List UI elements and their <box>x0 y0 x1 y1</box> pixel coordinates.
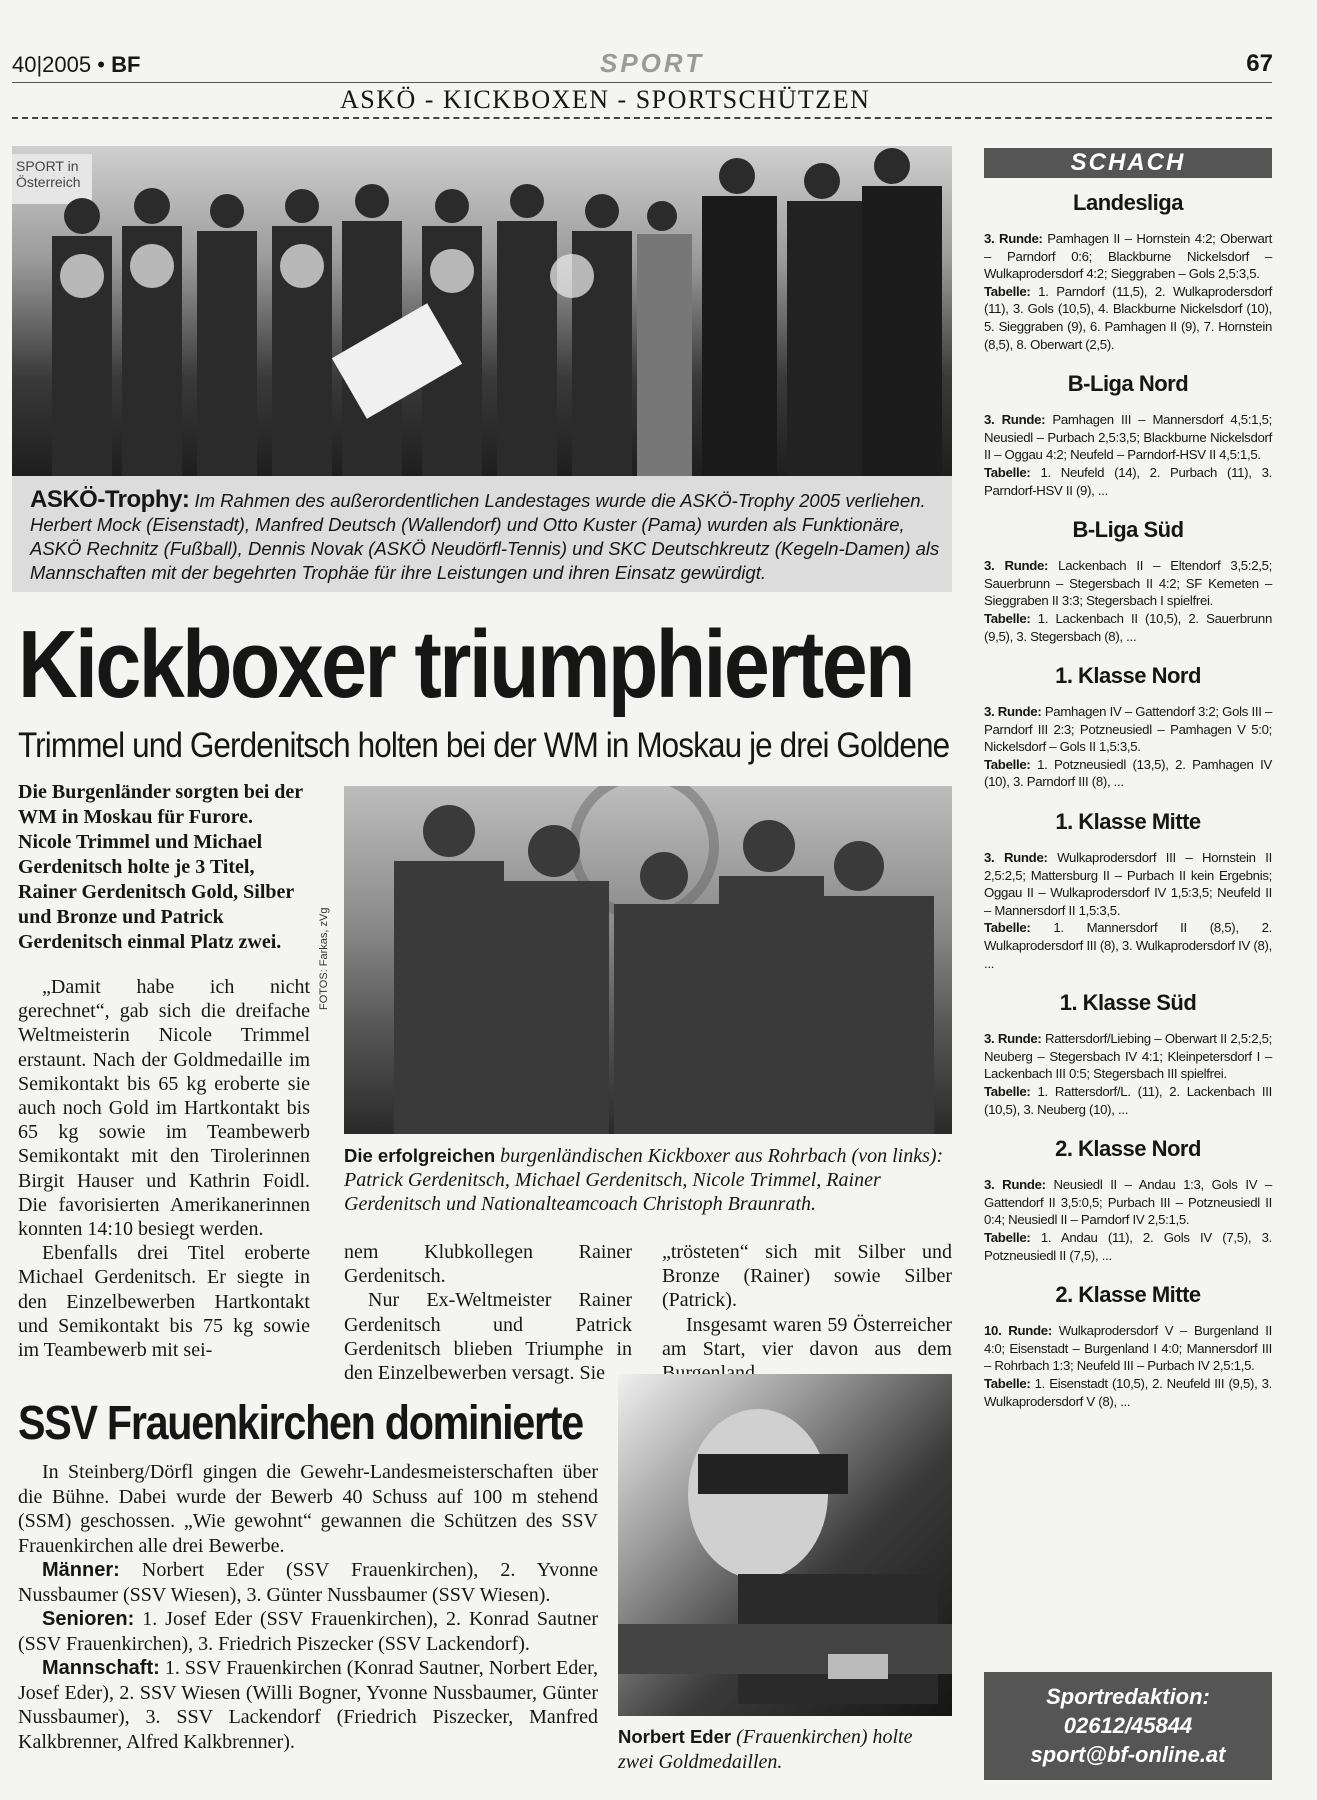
round-label: 3. Runde: <box>984 1031 1042 1047</box>
shooter-silhouette <box>618 1374 952 1716</box>
table-text: 1. Neufeld (14), 2. Purbach (11), 3. Parndorf-HSV II (9), ... <box>984 464 1272 498</box>
league-block <box>984 663 1272 791</box>
round-label: 3. Runde: <box>984 231 1043 246</box>
league-block <box>984 371 1272 499</box>
round-label: 10. Runde: <box>984 1323 1052 1339</box>
table-text: 1. Mannersdorf II (8,5), 2. Wulkaprodersdorf III (8), 3. Wulkaprodersdorf IV (8), ... <box>984 920 1272 971</box>
paragraph: In Steinberg/Dörfl gingen die Gewehr-Landesmeisterschaften über die Bühne. Dabei wurde der Bewerb 40 Schuss auf 100 m stehend (SSM) geschossen. „Wie gewohnt“ gewannen die Schützen des SSV Frauenkirchen alle drei Bewerbe. <box>18 1461 598 1557</box>
round-text: Wulkaprodersdorf V – Burgenland II 4:0; Eisenstadt – Burgenland I 4:0; Mannersdorf III – Rohrbach 1:3; Neufeld III – Purbach IV 2,5:1,5. <box>984 1323 1272 1374</box>
table-label: Tabelle: <box>984 920 1031 936</box>
league-name: Landesliga <box>1073 190 1183 215</box>
kickboxer-team-photo <box>344 786 952 1134</box>
photo-credit: FOTOS: Farkas, zVg <box>318 907 330 1010</box>
round-label: 3. Runde: <box>984 704 1042 720</box>
league-table <box>984 756 1272 791</box>
table-label: Tabelle: <box>984 283 1031 299</box>
section-label: SPORT <box>600 48 705 78</box>
round-text: Pamhagen II – Hornstein 4:2; Oberwart – Parndorf 0:6; Blackburne Nickelsdorf – Wulkaprodersdorf 4:2; Sieggraben – Gols 2,5:3,5. <box>984 231 1272 282</box>
table-text: 1. Potzneusiedl (13,5), 2. Pamhagen IV (10), 3. Parndorf III (8), ... <box>984 756 1272 790</box>
kickboxer-intro: Die Burgenländer sorgten bei der WM in Moskau für Furore. Nicole Trimmel und Michael Gerdenitsch holte je 3 Titel, Rainer Gerdenitsch Gold, Silber und Bronze und Patrick Gerdenitsch einmal Platz zwei. <box>18 781 303 953</box>
team-silhouettes <box>344 786 952 1134</box>
issue-info <box>12 52 140 78</box>
league-block <box>984 809 1272 972</box>
kickboxer-column-3 <box>662 1240 952 1385</box>
league-name: 2. Klasse Nord <box>1055 1136 1201 1162</box>
caption-lead: Die erfolgreichen <box>344 1145 496 1166</box>
table-text: 1. Rattersdorf/L. (11), 2. Lackenbach III (10,5), 3. Neuberg (10), ... <box>984 1084 1272 1117</box>
table-text: 1. Lackenbach II (10,5), 2. Sauerbrunn (9,5), 3. Stegersbach (8), ... <box>984 610 1272 644</box>
league-name: 2. Klasse Mitte <box>1055 1282 1201 1308</box>
league-results <box>984 557 1272 610</box>
header-rule <box>12 82 1272 83</box>
trophy-group-photo <box>12 146 952 476</box>
league-name: 1. Klasse Nord <box>1055 663 1201 689</box>
league-name: 1. Klasse Süd <box>1059 990 1197 1016</box>
caption-text: Im Rahmen des außerordentlichen Landestages wurde die ASKÖ-Trophy 2005 verliehen. Herbert Mock (Eisenstadt), Manfred Deutsch (Wallendorf) und Otto Kuster (Pama) wurden als Funktionäre, ASKÖ Rechnitz (Fußball), Dennis Novak (ASKÖ Neudörfl-Tennis) und SKC Deutschkreutz (Kegeln-Damen) als Mannschaften mit der begehrten Trophäe für ihre Leistungen und ihren Einsatz gewürdigt. <box>30 490 940 583</box>
kickboxer-headline: Kickboxer triumphierten <box>18 611 913 718</box>
round-text: Neusiedl II – Andau 1:3, Gols IV – Gattendorf II 3,5:0,5; Purbach III – Potzneusiedl II 0:4; Neusiedl II – Parndorf IV 2,5:1,5. <box>984 1177 1272 1228</box>
caption-text: burgenländischen Kickboxer aus Rohrbach (von links): Patrick Gerdenitsch, Michael Gerdenitsch, Nicole Trimmel, Rainer Gerdenitsch und Nationalteamcoach Christoph Braunrath. <box>344 1145 944 1215</box>
round-label: 3. Runde: <box>984 412 1046 428</box>
league-block <box>984 990 1272 1118</box>
ssv-article-body <box>18 1460 598 1754</box>
league-table <box>984 283 1272 353</box>
issue-bullet: • <box>97 52 105 77</box>
table-label: Tabelle: <box>984 1229 1031 1245</box>
league-name: B-Liga Süd <box>1072 517 1184 543</box>
sport-logo: SPORT in Österreich <box>12 154 92 204</box>
paragraph: Ebenfalls drei Titel eroberte Michael Gerdenitsch. Er siegte in den Einzelbewerben Hartkontakt und Semikontakt bis 75 kg sowie im Teambewerb mit sei- <box>18 1242 310 1362</box>
men-results <box>18 1558 598 1607</box>
league-table <box>984 919 1272 972</box>
kickboxer-photo-caption <box>344 1144 954 1216</box>
group-silhouettes <box>12 146 952 476</box>
league-results <box>984 230 1272 283</box>
league-results <box>984 1176 1272 1229</box>
paragraph: „trösteten“ sich mit Silber und Bronze (Rainer) sowie Silber (Patrick). <box>662 1241 952 1312</box>
paragraph: Insgesamt waren 59 Österreicher am Start, vier davon aus dem <box>662 1313 952 1360</box>
round-label: 3. Runde: <box>984 558 1049 574</box>
league-table <box>984 1229 1272 1264</box>
issue-number: 40|2005 <box>12 52 92 77</box>
table-label: Tabelle: <box>984 1375 1031 1391</box>
league-block <box>984 1136 1272 1264</box>
round-text: Lackenbach II – Eltendorf 3,5:2,5; Sauerbrunn – Stegersbach II 4:2; SF Kemeten – Sieggraben II 3:3; Stegersbach I spielfrei. <box>984 558 1272 609</box>
ssv-headline: SSV Frauenkirchen dominierte <box>18 1397 583 1450</box>
senior-text: 1. Josef Eder (SSV Frauenkirchen), 2. Konrad Sautner (SSV Frauenkirchen), 3. Friedrich Piszecker (SSV Lackendorf). <box>18 1608 599 1655</box>
league-results <box>984 411 1272 464</box>
round-text: Pamhagen III – Mannersdorf 4,5:1,5; Neusiedl – Purbach 2,5:3,5; Blackburne Nickelsdorf II – Oggau 4:2; Neufeld – Parndorf-HSV II 4,5:1,5. <box>984 412 1272 463</box>
table-label: Tabelle: <box>984 1084 1031 1099</box>
round-text: Wulkaprodersdorf III – Hornstein II 2,5:2,5; Mattersburg II – Purbach II kein Ergebnis; Oggau II – Wulkaprodersdorf IV 1,5:3,5; Neufeld II – Mannersdorf II 1,5:3,5. <box>984 850 1272 918</box>
table-text: 1. Andau (11), 2. Gols IV (7,5), 3. Potzneusiedl II (7,5), ... <box>984 1229 1272 1263</box>
caption-lead: Norbert Eder <box>618 1726 732 1747</box>
chess-section-title: SCHACH <box>984 148 1272 178</box>
paragraph: „Damit habe ich nicht gerechnet“, gab sich die dreifache Weltmeisterin Nicole Trimmel erstaunt. Nach der Goldmedaille im Semikontakt bis 65 kg eroberte sie auch noch Gold im Hartkontakt bis 65 kg sowie im Teambewerb Semikontakt mit den Tirolerinnen Birgit Hauser und Kathrin Foidl. Die favorisierten Amerikanerinnen konnten 14:10 besiegt werden. <box>18 976 310 1241</box>
contact-title: Sportredaktion: <box>1046 1684 1210 1709</box>
table-label: Tabelle: <box>984 464 1031 480</box>
contact-phone: 02612/45844 <box>1063 1713 1193 1738</box>
league-results <box>984 703 1272 756</box>
team-label: Mannschaft: <box>42 1657 160 1679</box>
league-name: B-Liga Nord <box>1067 371 1189 397</box>
caption-lead: ASKÖ-Trophy: <box>30 486 190 513</box>
shooter-photo <box>618 1374 952 1716</box>
league-name: 1. Klasse Mitte <box>1055 809 1201 835</box>
trophy-photo-caption <box>12 476 952 592</box>
league-results <box>984 1030 1272 1083</box>
team-text: 1. SSV Frauenkirchen (Konrad Sautner, Norbert Eder, Josef Eder), 2. SSV Wiesen (Willi Bogner, Yvonne Nussbaumer, Günter Nussbaumer), 3. SSV Lackendorf (Friedrich Piszecker, Manfred Kalkbrenner, Alfred Kalkbrenner). <box>18 1657 599 1753</box>
table-text: 1. Parndorf (11,5), 2. Wulkaprodersdorf (11), 3. Gols (10,5), 4. Blackburne Nickelsdorf (10), 5. Sieggraben (9), 6. Pamhagen II (9), 7. Hornstein (8,5), 8. Oberwart (2,5). <box>984 283 1272 352</box>
league-block <box>984 1282 1272 1410</box>
table-text: 1. Eisenstadt (10,5), 2. Neufeld III (9,5), 3. Wulkaprodersdorf V (8), ... <box>984 1375 1272 1409</box>
contact-box <box>984 1672 1272 1780</box>
men-label: Männer: <box>42 1559 120 1581</box>
league-table <box>984 1375 1272 1410</box>
caption-text: (Frauenkirchen) holte zwei Goldmedaillen. <box>618 1726 913 1773</box>
page-number: 67 <box>1246 50 1273 77</box>
league-results <box>984 1322 1272 1375</box>
table-label: Tabelle: <box>984 610 1031 626</box>
round-label: 3. Runde: <box>984 850 1048 866</box>
senior-label: Senioren: <box>42 1608 135 1630</box>
header-dashed-rule <box>12 117 1272 119</box>
kickboxer-column-2 <box>344 1240 632 1385</box>
senior-results <box>18 1607 598 1656</box>
kickboxer-subheadline: Trimmel und Gerdenitsch holten bei der WM in Moskau je drei Goldene <box>18 726 950 765</box>
league-table <box>984 1083 1272 1118</box>
men-text: Norbert Eder (SSV Frauenkirchen), 2. Yvonne Nussbaumer (SSV Wiesen), 3. Günter Nussbaumer (SSV Wiesen). <box>18 1559 599 1606</box>
shooter-photo-caption <box>618 1724 952 1775</box>
league-block <box>984 190 1272 353</box>
round-label: 3. Runde: <box>984 1177 1046 1193</box>
page-subtitle: ASKÖ - KICKBOXEN - SPORTSCHÜTZEN <box>340 85 871 114</box>
paragraph: nem Klubkollegen Rainer Gerdenitsch. <box>344 1241 632 1288</box>
league-table <box>984 464 1272 499</box>
round-text: Pamhagen IV – Gattendorf 3:2; Gols III – Parndorf III 2:3; Potzneusiedl – Pamhagen V 5:0; Nickelsdorf – Gols II 1,5:3,5. <box>984 704 1272 755</box>
league-results <box>984 849 1272 919</box>
league-block <box>984 517 1272 645</box>
round-text: Rattersdorf/Liebing – Oberwart II 2,5:2,5; Neuberg – Stegersbach IV 4:1; Kleinpetersdorf I – Lackenbach III 0:5; Stegersbach III spielfrei. <box>984 1031 1272 1082</box>
kickboxer-column-1 <box>18 975 310 1362</box>
contact-email: sport@bf-online.at <box>1030 1742 1226 1767</box>
team-results <box>18 1656 598 1754</box>
brand-name: BF <box>111 52 141 77</box>
league-table <box>984 610 1272 645</box>
chess-results-sidebar <box>984 190 1272 1428</box>
paragraph: Nur Ex-Weltmeister Rainer Gerdenitsch und Patrick Gerdenitsch blieben Triumphe in den Einzelbewerben versagt. Sie <box>344 1289 632 1385</box>
table-label: Tabelle: <box>984 756 1031 772</box>
